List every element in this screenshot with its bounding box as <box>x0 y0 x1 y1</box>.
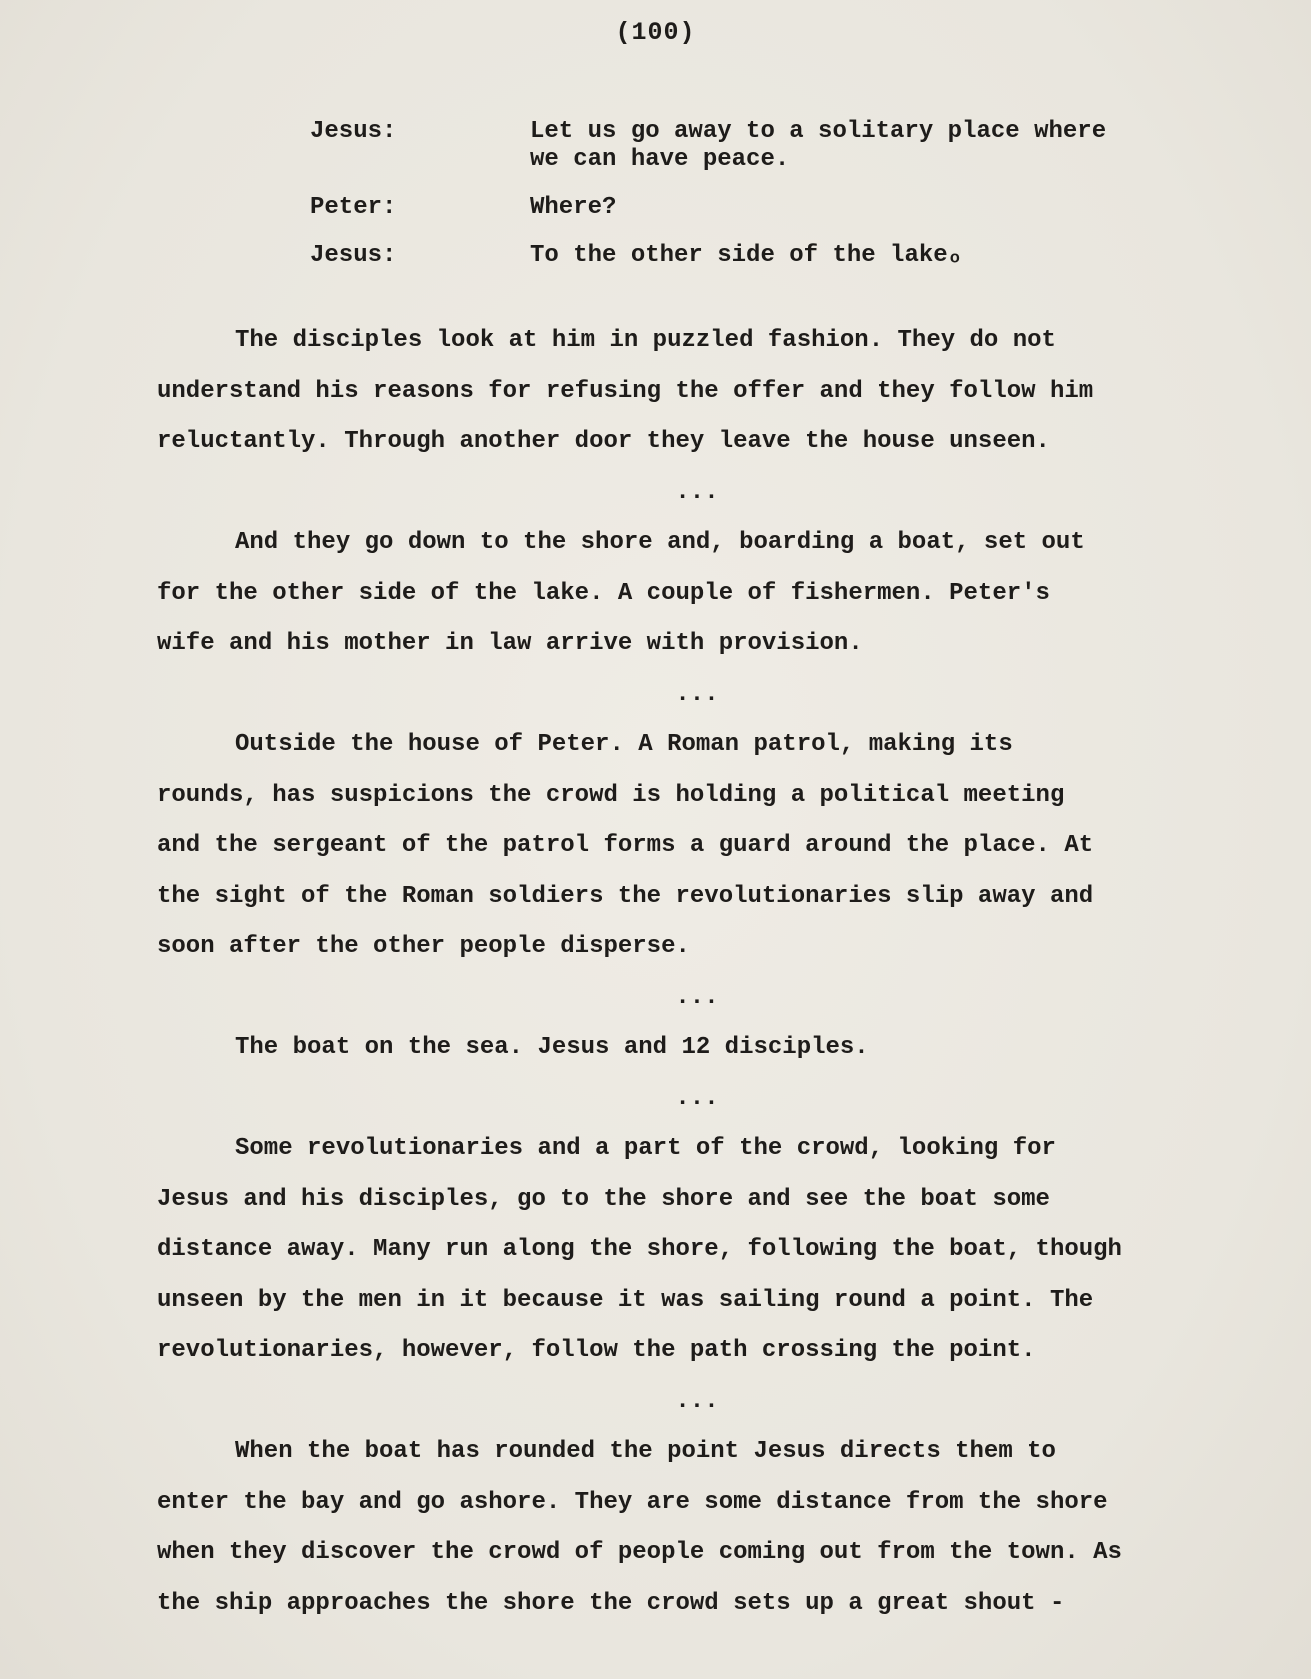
scene-separator: ... <box>675 478 719 506</box>
speaker-name: Jesus: <box>310 118 397 145</box>
scene-separator: ... <box>675 1387 719 1415</box>
scene-separator: ... <box>675 680 719 708</box>
dialogue-line: To the other side of the lakeₒ <box>530 242 963 269</box>
page-number: (100) <box>615 18 696 47</box>
dialogue-line: Where? <box>530 194 617 221</box>
dialogue-line: Let us go away to a solitary place where we can have peace. <box>530 118 1107 173</box>
paragraph: Some revolutionaries and a part of the crowd, looking for Jesus and his disciples, go to the shore and see the boat some distance away. Many run along the shore, following the boat, though unseen by the men in it because it was sailing round a point. The revolutionaries, however, follow the path crossing the point. <box>157 1135 1122 1364</box>
paragraph: Outside the house of Peter. A Roman patrol, making its rounds, has suspicions the crowd is holding a political meeting and the sergeant of the patrol forms a guard around the place. At the sight of the Roman soldiers the revolutionaries slip away and soon after the other people disperse. <box>157 731 1094 960</box>
dialogue-row <box>310 194 1210 222</box>
dialogue-block <box>310 118 1210 290</box>
script-body <box>157 316 1217 1629</box>
dialogue-row <box>310 242 1210 270</box>
dialogue-row <box>310 118 1210 174</box>
speaker-name: Peter: <box>310 194 397 221</box>
paragraph: The boat on the sea. Jesus and 12 disciples. <box>235 1034 869 1061</box>
paragraph: The disciples look at him in puzzled fashion. They do not understand his reasons for refusing the offer and they follow him reluctantly. Through another door they leave the house unseen. <box>157 327 1094 455</box>
scene-separator: ... <box>675 983 719 1011</box>
paragraph: And they go down to the shore and, boarding a boat, set out for the other side of the lake. A couple of fishermen. Peter's wife and his mother in law arrive with provision. <box>157 529 1085 657</box>
paragraph: When the boat has rounded the point Jesus directs them to enter the bay and go ashore. They are some distance from the shore when they discover the crowd of people coming out from the town. As the ship approaches the shore the crowd sets up a great shout - <box>157 1438 1122 1617</box>
speaker-name: Jesus: <box>310 242 397 269</box>
scene-separator: ... <box>675 1084 719 1112</box>
